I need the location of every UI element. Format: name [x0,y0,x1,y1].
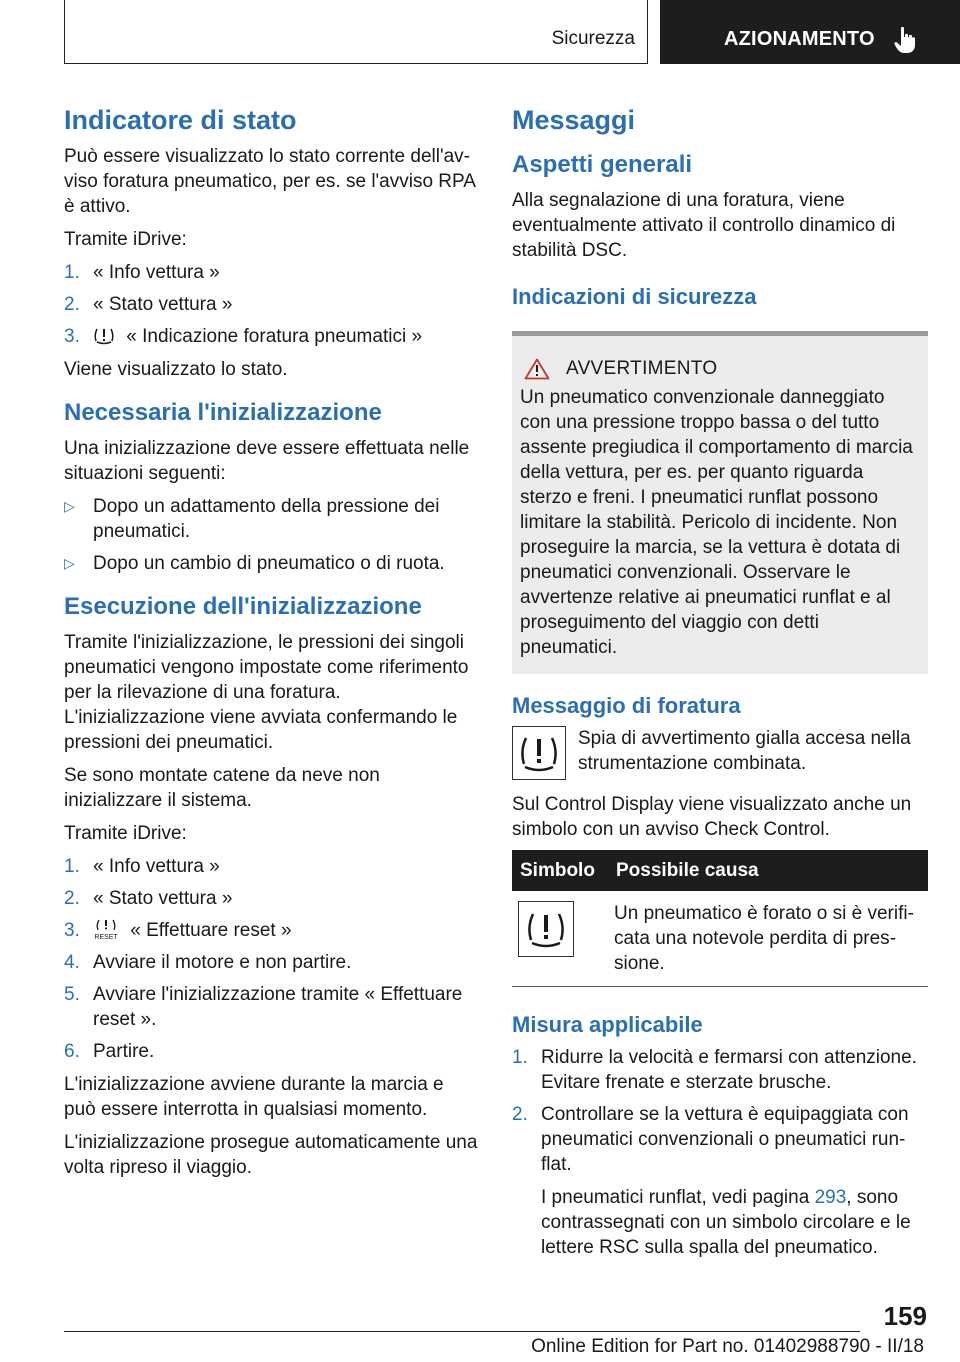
warning-triangle-icon [524,358,550,380]
list-item [64,260,480,285]
step-text: « Effettuare reset » [130,920,292,941]
note-text-after: , sono contrassegnati con un simbolo circolare e le lettere RSC sulla spalla del pneumatico. [541,1187,911,1258]
footer-divider [64,1331,860,1332]
control-display-text: Sul Control Display viene visualizzato anche un simbolo con un avviso Check Control. [512,794,912,840]
list-item [64,494,480,544]
list-item [64,292,480,317]
table-header-row [512,850,928,891]
status-heading: Indicatore di stato [64,105,297,135]
left-column [64,100,480,1188]
step-number: 2. [64,294,80,315]
step-text: « Indicazione foratura pneumatici » [126,326,423,347]
right-column [512,100,928,1268]
status-intro: Può essere visualizzato lo stato corrente dell'avviso foratura pneumatico, per es. se l'avviso RPA è attivo. [64,146,475,217]
exec-paragraph-2: Se sono montate catene da neve non inizializzare il sistema. [64,765,380,811]
general-text: Alla segnalazione di una foratura, viene eventualmente attivato il controllo dinamico di stabilità DSC. [512,190,896,261]
exec-steps [64,854,480,1064]
header-chapter-box [660,0,960,64]
list-item [512,1102,928,1260]
page-number: 159 [883,1301,927,1331]
step-text: Avviare l'inizializzazione tramite « Effettuare reset ». [93,984,463,1030]
symbol-table [512,850,928,987]
step-text: Partire. [93,1041,155,1062]
puncture-heading: Messaggio di foratura [512,693,741,718]
symbol-cell [512,891,608,987]
reset-icon-label: RESET [94,934,118,940]
step-number: 6. [64,1041,80,1062]
step-number: 2. [512,1104,528,1125]
warning-header [520,356,920,381]
bullet-text: Dopo un cambio di pneumatico o di ruota. [93,553,445,574]
list-item [64,324,480,349]
page-reference-link[interactable]: 293 [814,1187,847,1208]
warning-label: AVVERTIMENTO [566,358,718,379]
step-text: Ridurre la velocità e fermarsi con attenzione. Evitare frenate e sterzate brusche. [541,1047,917,1093]
list-item [64,918,480,943]
note-text-before: I pneumatici runflat, vedi pagina [541,1187,815,1208]
exec-paragraph-4: L'inizializzazione prosegue automaticamente una volta ripreso il viaggio. [64,1132,478,1178]
step-text: « Stato vettura » [93,294,233,315]
list-item [64,950,480,975]
footer-edition: Online Edition for Part no. 01402988790 - II/18 [531,1336,924,1357]
header-section-title: Sicurezza [551,28,635,49]
exec-heading: Esecuzione dell'inizializzazione [64,593,422,620]
column-header-symbol: Simbolo [512,850,608,891]
tire-warning-icon [93,326,115,346]
tire-warning-lamp-icon [512,726,566,780]
list-item [64,854,480,879]
header-chapter-title: AZIONAMENTO [724,28,875,50]
step-number: 3. [64,326,80,347]
step-text: « Stato vettura » [93,888,233,909]
lamp-text: Spia di avvertimento gialla accesa nella strumentazione combinata. [578,728,911,774]
bullet-text: Dopo un adattamento della pressione dei pneumatici. [93,496,440,542]
measure-steps [512,1045,928,1260]
step-number: 3. [64,920,80,941]
status-result: Viene visualizzato lo stato. [64,359,288,380]
header-section-box [64,0,648,64]
runflat-note [541,1185,928,1260]
lamp-row [512,726,928,780]
cause-cell: Un pneumatico è forato o si è verificata una notevole perdita di pressione. [608,891,928,987]
general-heading: Aspetti generali [512,151,693,178]
triangle-bullet-icon: ▷ [64,498,75,514]
needed-heading: Necessaria l'inizializzazione [64,399,382,426]
step-text: « Info vettura » [93,856,220,877]
warning-box [512,331,928,674]
exec-paragraph-1: Tramite l'inizializzazione, le pressioni dei singoli pneumatici vengono impostate come riferimento per la rilevazione di una foratura. L'inizializzazione viene avviata confermando le pressioni dei pneumatici. [64,632,469,753]
messages-heading: Messaggi [512,105,636,135]
list-item [64,982,480,1032]
needed-bullets [64,494,480,576]
list-item [512,1045,928,1095]
step-text: Avviare il motore e non partire. [93,952,352,973]
step-text: « Info vettura » [93,262,220,283]
measure-heading: Misura applicabile [512,1012,703,1037]
list-item [64,886,480,911]
pointing-hand-icon [894,26,916,54]
safety-heading: Indicazioni di sicurezza [512,284,757,309]
step-number: 1. [512,1047,528,1068]
tire-reset-icon [93,918,119,940]
step-number: 5. [64,984,80,1005]
step-number: 2. [64,888,80,909]
needed-intro: Una inizializzazione deve essere effettuata nelle situazioni seguenti: [64,438,470,484]
column-header-cause: Possibile causa [608,850,928,891]
status-steps [64,260,480,349]
step-number: 1. [64,262,80,283]
list-item [64,1039,480,1064]
triangle-bullet-icon: ▷ [64,555,75,571]
step-text: Controllare se la vettura è equipaggiata con pneumatici convenzionali o pneumatici runflat. [541,1104,909,1175]
step-number: 4. [64,952,80,973]
exec-paragraph-3: L'inizializzazione avviene durante la marcia e può essere interrotta in qualsiasi momento. [64,1074,444,1120]
table-row [512,891,928,987]
list-item [64,551,480,576]
warning-text: Un pneumatico convenzionale danneggiato con una pressione troppo bassa o del tutto assente pregiudica il comportamento di marcia della vettura, per es. per quanto riguarda sterzo e freni. I pneumatici runflat possono limitare la stabilità. Pericolo di incidente. Non proseguire la marcia, se la vettura è dotata di pneumatici convenzionali. Osservare le avvertenze relative ai pneumatici runflat e al proseguimento del viaggio con detti pneumatici. [520,387,913,658]
exec-via: Tramite iDrive: [64,823,187,844]
status-via: Tramite iDrive: [64,229,187,250]
tire-warning-icon [518,901,574,957]
step-number: 1. [64,856,80,877]
